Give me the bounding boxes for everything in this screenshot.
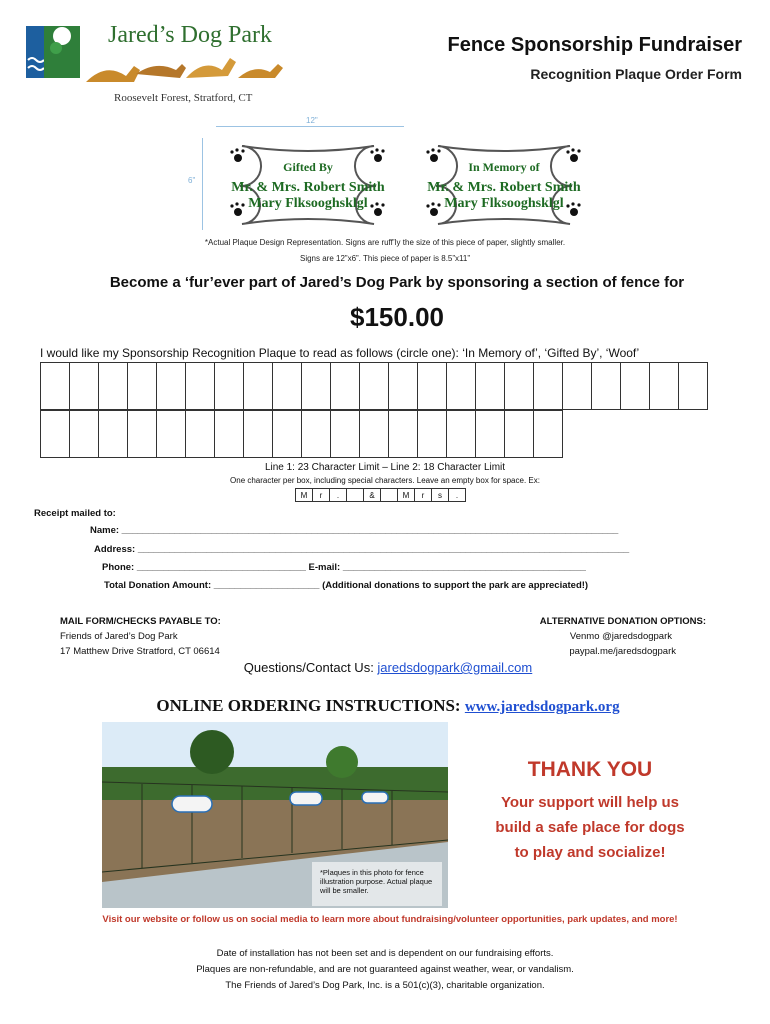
contact-label: Questions/Contact Us:	[243, 660, 378, 675]
char-box[interactable]	[447, 411, 476, 458]
char-box[interactable]	[360, 363, 389, 410]
char-box[interactable]	[389, 411, 418, 458]
char-box[interactable]	[650, 363, 679, 410]
char-box[interactable]	[128, 363, 157, 410]
plaque-width-label: 12"	[306, 116, 318, 125]
receipt-heading: Receipt mailed to:	[34, 508, 116, 519]
thank-you-line3: to play and socialize!	[514, 844, 666, 861]
line2-grid	[40, 410, 563, 458]
char-box[interactable]	[592, 363, 621, 410]
example-char: s	[432, 489, 449, 502]
website-link[interactable]: www.jaredsdogpark.org	[464, 699, 620, 715]
sponsor-headline: Become a ‘fur’ever part of Jared’s Dog Park by sponsoring a section of fence for	[109, 274, 685, 291]
char-box[interactable]	[41, 363, 70, 410]
plaque-line2: Mary Flksooghsklgl	[248, 196, 368, 211]
char-box[interactable]	[447, 363, 476, 410]
char-box[interactable]	[99, 411, 128, 458]
footer	[0, 946, 770, 994]
total-donation-field[interactable]: Total Donation Amount: ____________________ (Additional donations to support the park are appreciated!)	[104, 580, 589, 591]
char-box[interactable]	[186, 363, 215, 410]
page-subtitle: Recognition Plaque Order Form	[530, 66, 742, 82]
logo-title: Jared’s Dog Park	[108, 22, 272, 48]
plaque-size-note: Signs are 12”x6”. This piece of paper is 8.5”x11”	[299, 254, 470, 263]
char-box[interactable]	[273, 411, 302, 458]
example-char: &	[364, 489, 381, 502]
example-char	[381, 489, 398, 502]
char-box[interactable]	[244, 363, 273, 410]
photo-caption: *Plaques in this photo for fence illustration purpose. Actual plaque will be smaller.	[320, 868, 433, 895]
plaque-line2: Mary Flksooghsklgl	[444, 196, 564, 211]
footer-line2: Plaques are non-refundable, and are not guaranteed against weather, wear, or vandalism.	[196, 964, 574, 975]
char-box[interactable]	[128, 411, 157, 458]
example-char: r	[415, 489, 432, 502]
example-char: .	[330, 489, 347, 502]
mail-heading: MAIL FORM/CHECKS PAYABLE TO:	[60, 616, 221, 627]
example-char: .	[449, 489, 466, 502]
plaque-line1: Mr. & Mrs. Robert Smith	[427, 180, 581, 195]
name-field[interactable]: Name: ______________________________________________________________________________________________	[90, 525, 619, 536]
plaque-in-memory	[408, 138, 600, 232]
char-box[interactable]	[157, 411, 186, 458]
plaque-illustration	[188, 116, 616, 236]
phone-email-field[interactable]: Phone: ________________________________ E-mail: ______________________________________________	[102, 562, 586, 573]
logo-location: Roosevelt Forest, Stratford, CT	[114, 92, 253, 104]
char-box[interactable]	[505, 411, 534, 458]
thank-you-line1: Your support will help us	[500, 794, 680, 811]
char-box[interactable]	[331, 363, 360, 410]
alternative-block	[540, 614, 706, 659]
height-dimension-line	[202, 138, 203, 230]
char-box[interactable]	[476, 411, 505, 458]
plaque-height-label: 6"	[188, 176, 196, 185]
mail-line2: 17 Matthew Drive Stratford, CT 06614	[60, 646, 220, 657]
thank-you-block	[470, 758, 710, 861]
contact-line	[0, 660, 770, 675]
example-char: M	[296, 489, 313, 502]
char-box[interactable]	[418, 411, 447, 458]
character-limits: Line 1: 23 Character Limit – Line 2: 18 Character Limit	[264, 462, 506, 473]
line1-grid	[40, 362, 708, 410]
example-char: M	[398, 489, 415, 502]
char-box[interactable]	[215, 411, 244, 458]
char-box[interactable]	[331, 411, 360, 458]
char-box[interactable]	[563, 363, 592, 410]
contact-email-link[interactable]: jaredsdogpark@gmail.com	[377, 660, 533, 675]
mail-block	[60, 614, 221, 659]
page-title: Fence Sponsorship Fundraiser	[447, 34, 742, 56]
social-note: Visit our website or follow us on social media to learn more about fundraising/volunteer opportunities, park updates, and more!	[102, 914, 678, 925]
char-box[interactable]	[476, 363, 505, 410]
address-field[interactable]: Address: _____________________________________________________________________________________________	[94, 544, 630, 555]
example-char: r	[313, 489, 330, 502]
online-label: ONLINE ORDERING INSTRUCTIONS:	[156, 696, 465, 715]
char-box[interactable]	[389, 363, 418, 410]
paypal: paypal.me/jaredsdogpark	[569, 646, 676, 657]
char-box[interactable]	[70, 411, 99, 458]
plaque-instruction: I would like my Sponsorship Recognition Plaque to read as follows (circle one): ‘In Memory of’, ‘Gifted By’, ‘Woof’	[40, 346, 640, 360]
example-boxes	[295, 488, 466, 502]
example-char	[347, 489, 364, 502]
footer-line1: Date of installation has not been set and is dependent on our fundraising efforts.	[216, 948, 554, 959]
char-box[interactable]	[302, 363, 331, 410]
alternative-heading: ALTERNATIVE DONATION OPTIONS:	[539, 616, 706, 627]
char-box[interactable]	[157, 363, 186, 410]
plaque-heading: Gifted By	[283, 160, 333, 174]
char-box[interactable]	[534, 411, 563, 458]
thank-you-line2: build a safe place for dogs	[495, 819, 685, 836]
char-box[interactable]	[41, 411, 70, 458]
thank-you-title: THANK YOU	[527, 758, 653, 781]
mail-line1: Friends of Jared’s Dog Park	[60, 631, 178, 642]
fence-photo	[102, 722, 448, 908]
char-box[interactable]	[505, 363, 534, 410]
plaque-heading: In Memory of	[468, 160, 540, 174]
char-box[interactable]	[215, 363, 244, 410]
online-ordering	[0, 696, 770, 716]
char-box[interactable]	[186, 411, 215, 458]
plaque-note: *Actual Plaque Design Representation. Signs are ruff’ly the size of this piece of paper, slightly smaller.	[204, 238, 566, 247]
char-box[interactable]	[360, 411, 389, 458]
char-box[interactable]	[244, 411, 273, 458]
plaque-line1: Mr. & Mrs. Robert Smith	[231, 180, 385, 195]
char-box[interactable]	[302, 411, 331, 458]
character-limits-note: One character per box, including special characters. Leave an empty box for space. Ex:	[230, 476, 540, 485]
plaque-gifted-by	[212, 138, 404, 232]
price: $150.00	[350, 302, 444, 332]
char-box[interactable]	[99, 363, 128, 410]
char-box[interactable]	[621, 363, 650, 410]
char-box[interactable]	[273, 363, 302, 410]
char-box[interactable]	[534, 363, 563, 410]
logo	[26, 22, 296, 112]
char-box[interactable]	[418, 363, 447, 410]
venmo: Venmo @jaredsdogpark	[569, 631, 672, 642]
width-dimension-line	[216, 126, 404, 127]
char-box[interactable]	[679, 363, 708, 410]
footer-line3: The Friends of Jared’s Dog Park, Inc. is a 501(c)(3), charitable organization.	[225, 980, 545, 991]
char-box[interactable]	[70, 363, 99, 410]
